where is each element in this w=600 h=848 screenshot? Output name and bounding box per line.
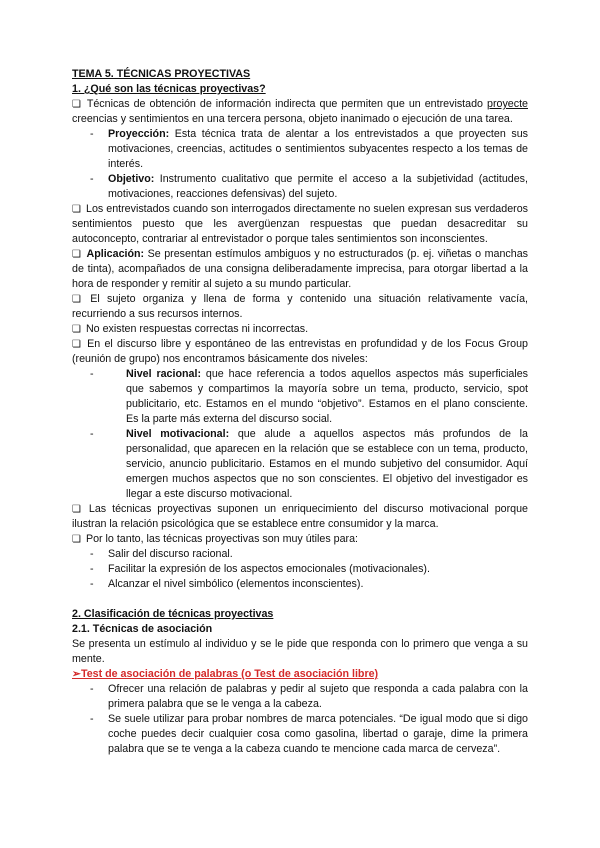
list-item: - Facilitar la expresión de los aspectos emocionales (motivacionales). [90, 563, 430, 575]
list-item: - Alcanzar el nivel simbólico (elementos inconscientes). [90, 578, 364, 590]
list-item: - Objetivo: Instrumento cualitativo que permite el acceso a la subjetividad (actitudes, motivaciones, reacciones defensivas) del sujeto. [90, 173, 528, 200]
paragraph-entrevistados: ❏ Los entrevistados cuando son interrogados directamente no suelen expresan sus verdaderos sentimientos puesto que les avergüenzan respuestas que puedan desacreditar su autoconcepto, contrariar al entrevistador o porque tales sentimientos son inconscientes. [72, 203, 528, 245]
list-item: - Se suele utilizar para probar nombres de marca potenciales. “De igual modo que si digo coche puedes decir cualquier cosa como gasolina, libertad o garaje, dime la primera palabra que se te venga a la cabeza cuando te mencione cada marca de cerveza”. [90, 713, 528, 755]
checkbox-bullet-icon: ❏ [72, 534, 81, 545]
paragraph-aplicacion: ❏ Aplicación: Se presentan estímulos ambiguos y no estructurados (p. ej. viñetas o manchas de tinta), acompañados de una consigna deliberadamente imprecisa, para otorgar libertad a la hora de responder y remitir al sujeto a su mundo particular. [72, 248, 528, 290]
paragraph-asociacion-intro: Se presenta un estímulo al individuo y se le pide que responda con lo primero que venga a su mente. [72, 638, 528, 665]
checkbox-bullet-icon: ❏ [72, 249, 81, 260]
paragraph-enriquecimiento: ❏ Las técnicas proyectivas suponen un enriquecimiento del discurso motivacional porque ilustran la relación psicológica que se establece entre consumidor y la marca. [72, 503, 528, 530]
section-2-heading: 2. Clasificación de técnicas proyectivas [72, 608, 274, 620]
checkbox-bullet-icon: ❏ [72, 204, 81, 215]
uses-list [72, 547, 528, 592]
list-item: - Proyección: Esta técnica trata de alentar a los entrevistados a que proyecten sus motivaciones, creencias, actitudes o sentimientos subyacentes respecto a los temas de interés. [90, 128, 528, 170]
list-item: - Nivel racional: que hace referencia a todos aquellos aspectos más superficiales que sabemos y compartimos la mayoría sobre un tema, producto, servicio, spot publicitario, etc. Estamos en el mundo “objetivo”. Estamos en el plano consciente. Es la parte más externa del discurso social. [90, 368, 528, 425]
list-item: - Nivel motivacional: que alude a aquellos aspectos más profundos de la personalidad, que aparecen en la relación que se establece con un tema, producto, servicio, anuncio publicitario. Estamos en el mundo subjetivo del consumidor. Aquí emergen muchos aspectos que no son conscientes. El objetivo del investigador es llegar a este discurso motivacional. [90, 428, 529, 500]
paragraph-utiles: ❏ Por lo tanto, las técnicas proyectivas son muy útiles para: [72, 533, 359, 545]
document-body [72, 67, 528, 757]
checkbox-bullet-icon: ❏ [72, 504, 81, 515]
list-item: - Ofrecer una relación de palabras y pedir al sujeto que responda a cada palabra con la primera palabra que se le venga a la cabeza. [90, 683, 528, 710]
subsection-heading: 2.1. Técnicas de asociación [72, 623, 213, 635]
document-title: TEMA 5. TÉCNICAS PROYECTIVAS [72, 68, 251, 80]
checkbox-bullet-icon: ❏ [72, 294, 81, 305]
checkbox-bullet-icon: ❏ [72, 99, 81, 110]
paragraph-respuestas: ❏ No existen respuestas correctas ni incorrectas. [72, 323, 309, 335]
levels-list [72, 367, 528, 502]
test-title: ➢Test de asociación de palabras (o Test de asociación libre) [72, 668, 379, 680]
section-1-heading: 1. ¿Qué son las técnicas proyectivas? [72, 83, 266, 95]
list-item: - Salir del discurso racional. [90, 548, 233, 560]
spacer [72, 592, 528, 607]
definition-list [72, 127, 528, 202]
paragraph-discurso: ❏ En el discurso libre y espontáneo de las entrevistas en profundidad y de los Focus Group (reunión de grupo) nos encontramos básicamente dos niveles: [72, 338, 528, 365]
checkbox-bullet-icon: ❏ [72, 339, 81, 350]
underlined-word: proyecte [487, 98, 528, 110]
checkbox-bullet-icon: ❏ [72, 324, 81, 335]
paragraph-definition: ❏ Técnicas de obtención de información indirecta que permiten que un entrevistado proyecte creencias y sentimientos en una tercera persona, objeto inanimado o ejecución de una tarea. [72, 98, 528, 125]
paragraph-sujeto: ❏ El sujeto organiza y llena de forma y contenido una situación relativamente vacía, recurriendo a sus recursos internos. [72, 293, 528, 320]
test-list [72, 682, 528, 757]
